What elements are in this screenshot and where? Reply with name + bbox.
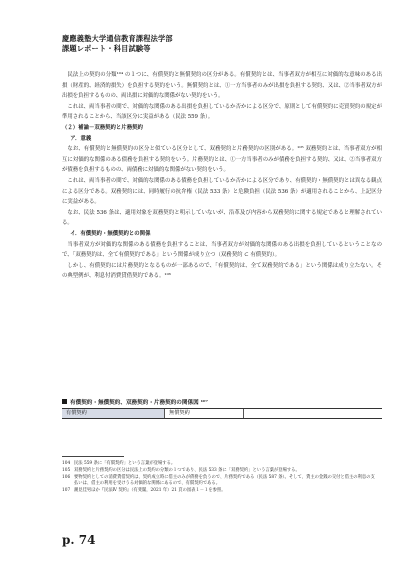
figure-caption bbox=[62, 399, 208, 407]
footnote-number: 106 bbox=[62, 474, 71, 480]
footnote bbox=[62, 475, 378, 489]
body-text bbox=[62, 70, 382, 282]
footnote-text: 要物契約としての消費貸借契約は、契約成立時に借主のみが債務を負うので、片務契約である（民法 587 条）。そして、貸主の金銭の交付と借主の利息の支払いは、借主の利用を受けうる対価的な関係にあるので、有償契約である。 bbox=[74, 474, 375, 487]
footnote-text: 双務契約と片務契約の区分は民法上の契約の分類の１つであり、民法 533 条に「双務契約」という言葉が登場する。 bbox=[74, 467, 300, 473]
footnote bbox=[62, 488, 378, 495]
footnote-number: 107 bbox=[62, 488, 71, 494]
footnote bbox=[62, 461, 378, 468]
footnote bbox=[62, 468, 378, 475]
page-number: p. 74 bbox=[62, 533, 96, 547]
paragraph: 民法上の契約の分類¹⁰⁴ の１つに、有償契約と無償契約の区分がある。有償契約とは、当事者双方が相互に対価的な意味のある出損（財産的、経済的損失）を負担する契約をいう。無償契約とは、①一方当事者のみが出損を負担する契約、又は、②当事者双方が出損を負担するものの、両出損に対価的な関係がない契約をいう。 bbox=[62, 72, 382, 100]
header-line-category: 課題レポート・科目試験等 bbox=[62, 44, 151, 53]
footnote-number: 105 bbox=[62, 467, 71, 473]
figure-table bbox=[62, 408, 382, 419]
figure-caption-text: 有償契約・無償契約、双務契約・片務契約の関係図 ¹⁰⁷ bbox=[70, 400, 208, 406]
paragraph: なお、民法 536 条は、適用対象を双務契約と明示していないが、沿革及び内容から双務契約に関する規定であると理解されている。 bbox=[62, 209, 382, 227]
square-bullet-icon bbox=[62, 399, 67, 404]
figure-cell-gratuitous: 無償契約 bbox=[165, 409, 244, 418]
figure-cell-empty bbox=[244, 409, 382, 418]
footnote-divider bbox=[62, 456, 124, 457]
section-heading: （２）補論－双務契約と片務契約 bbox=[62, 124, 143, 131]
paragraph: これは、両当事者の間で、対価的な関係のある債務を負担しているか否かによる区分であり、有償契約・無償契約とは異なる観点による区分である。双務契約には、同時履行の抗弁権（民法 533 条）と危険負担（民法 536 条）が適用されることから、上記区分に実益がある。 bbox=[62, 177, 382, 206]
section-heading: イ．有償契約・無償契約との関係 bbox=[70, 230, 151, 237]
paragraph: しかし、有償契約には片務契約となるものが一部あるので、「有償契約は、全て双務契約である」という関係は成り立たない。その典型例が、利息付消費貸借契約である。¹⁰⁶ bbox=[62, 262, 382, 280]
document-header bbox=[62, 34, 173, 54]
figure-cell-paid: 有償契約 bbox=[62, 409, 165, 418]
paragraph: なお、有償契約と無償契約の区分と似ている区分として、双務契約と片務契約の区別がある。¹⁰⁵ 双務契約とは、当事者双方が相互に対価的な関係のある債務を負担する契約をいう。片務契約とは、①一方当事者のみが債務を負担する契約、又は、②当事者双方が債務を負担するものの、両債務に対価的な関係がない契約をいう。 bbox=[62, 146, 382, 174]
paragraph: 当事者双方が対価的な関係のある債務を負担することは、当事者双方が対価的な関係のある出損を負担しているということなので、「双務契約は、全て有償契約である」という関係が成り立つ（双務契約 ⊂ 有償契約）。 bbox=[62, 241, 382, 259]
header-line-university: 慶應義塾大学通信教育課程法学部 bbox=[62, 34, 173, 43]
footnotes bbox=[62, 461, 378, 495]
footnote-text: 潮見佳男ほか『民法Ⅳ 契約』（有斐閣，2021 年）21 頁の図表１－１を参照。 bbox=[74, 488, 226, 494]
paragraph: これは、両当事者の間で、対価的な関係のある出損を負担しているか否かによる区分で、原則として有償契約に売買契約の規定が準用されることから、当該区分に実益がある（民法 559 条）。 bbox=[62, 103, 382, 121]
section-heading: ア．意義 bbox=[70, 135, 92, 142]
footnote-text: 民法 559 条に「有償契約」という言葉が登場する。 bbox=[74, 461, 176, 466]
footnote-number: 104 bbox=[62, 461, 71, 466]
